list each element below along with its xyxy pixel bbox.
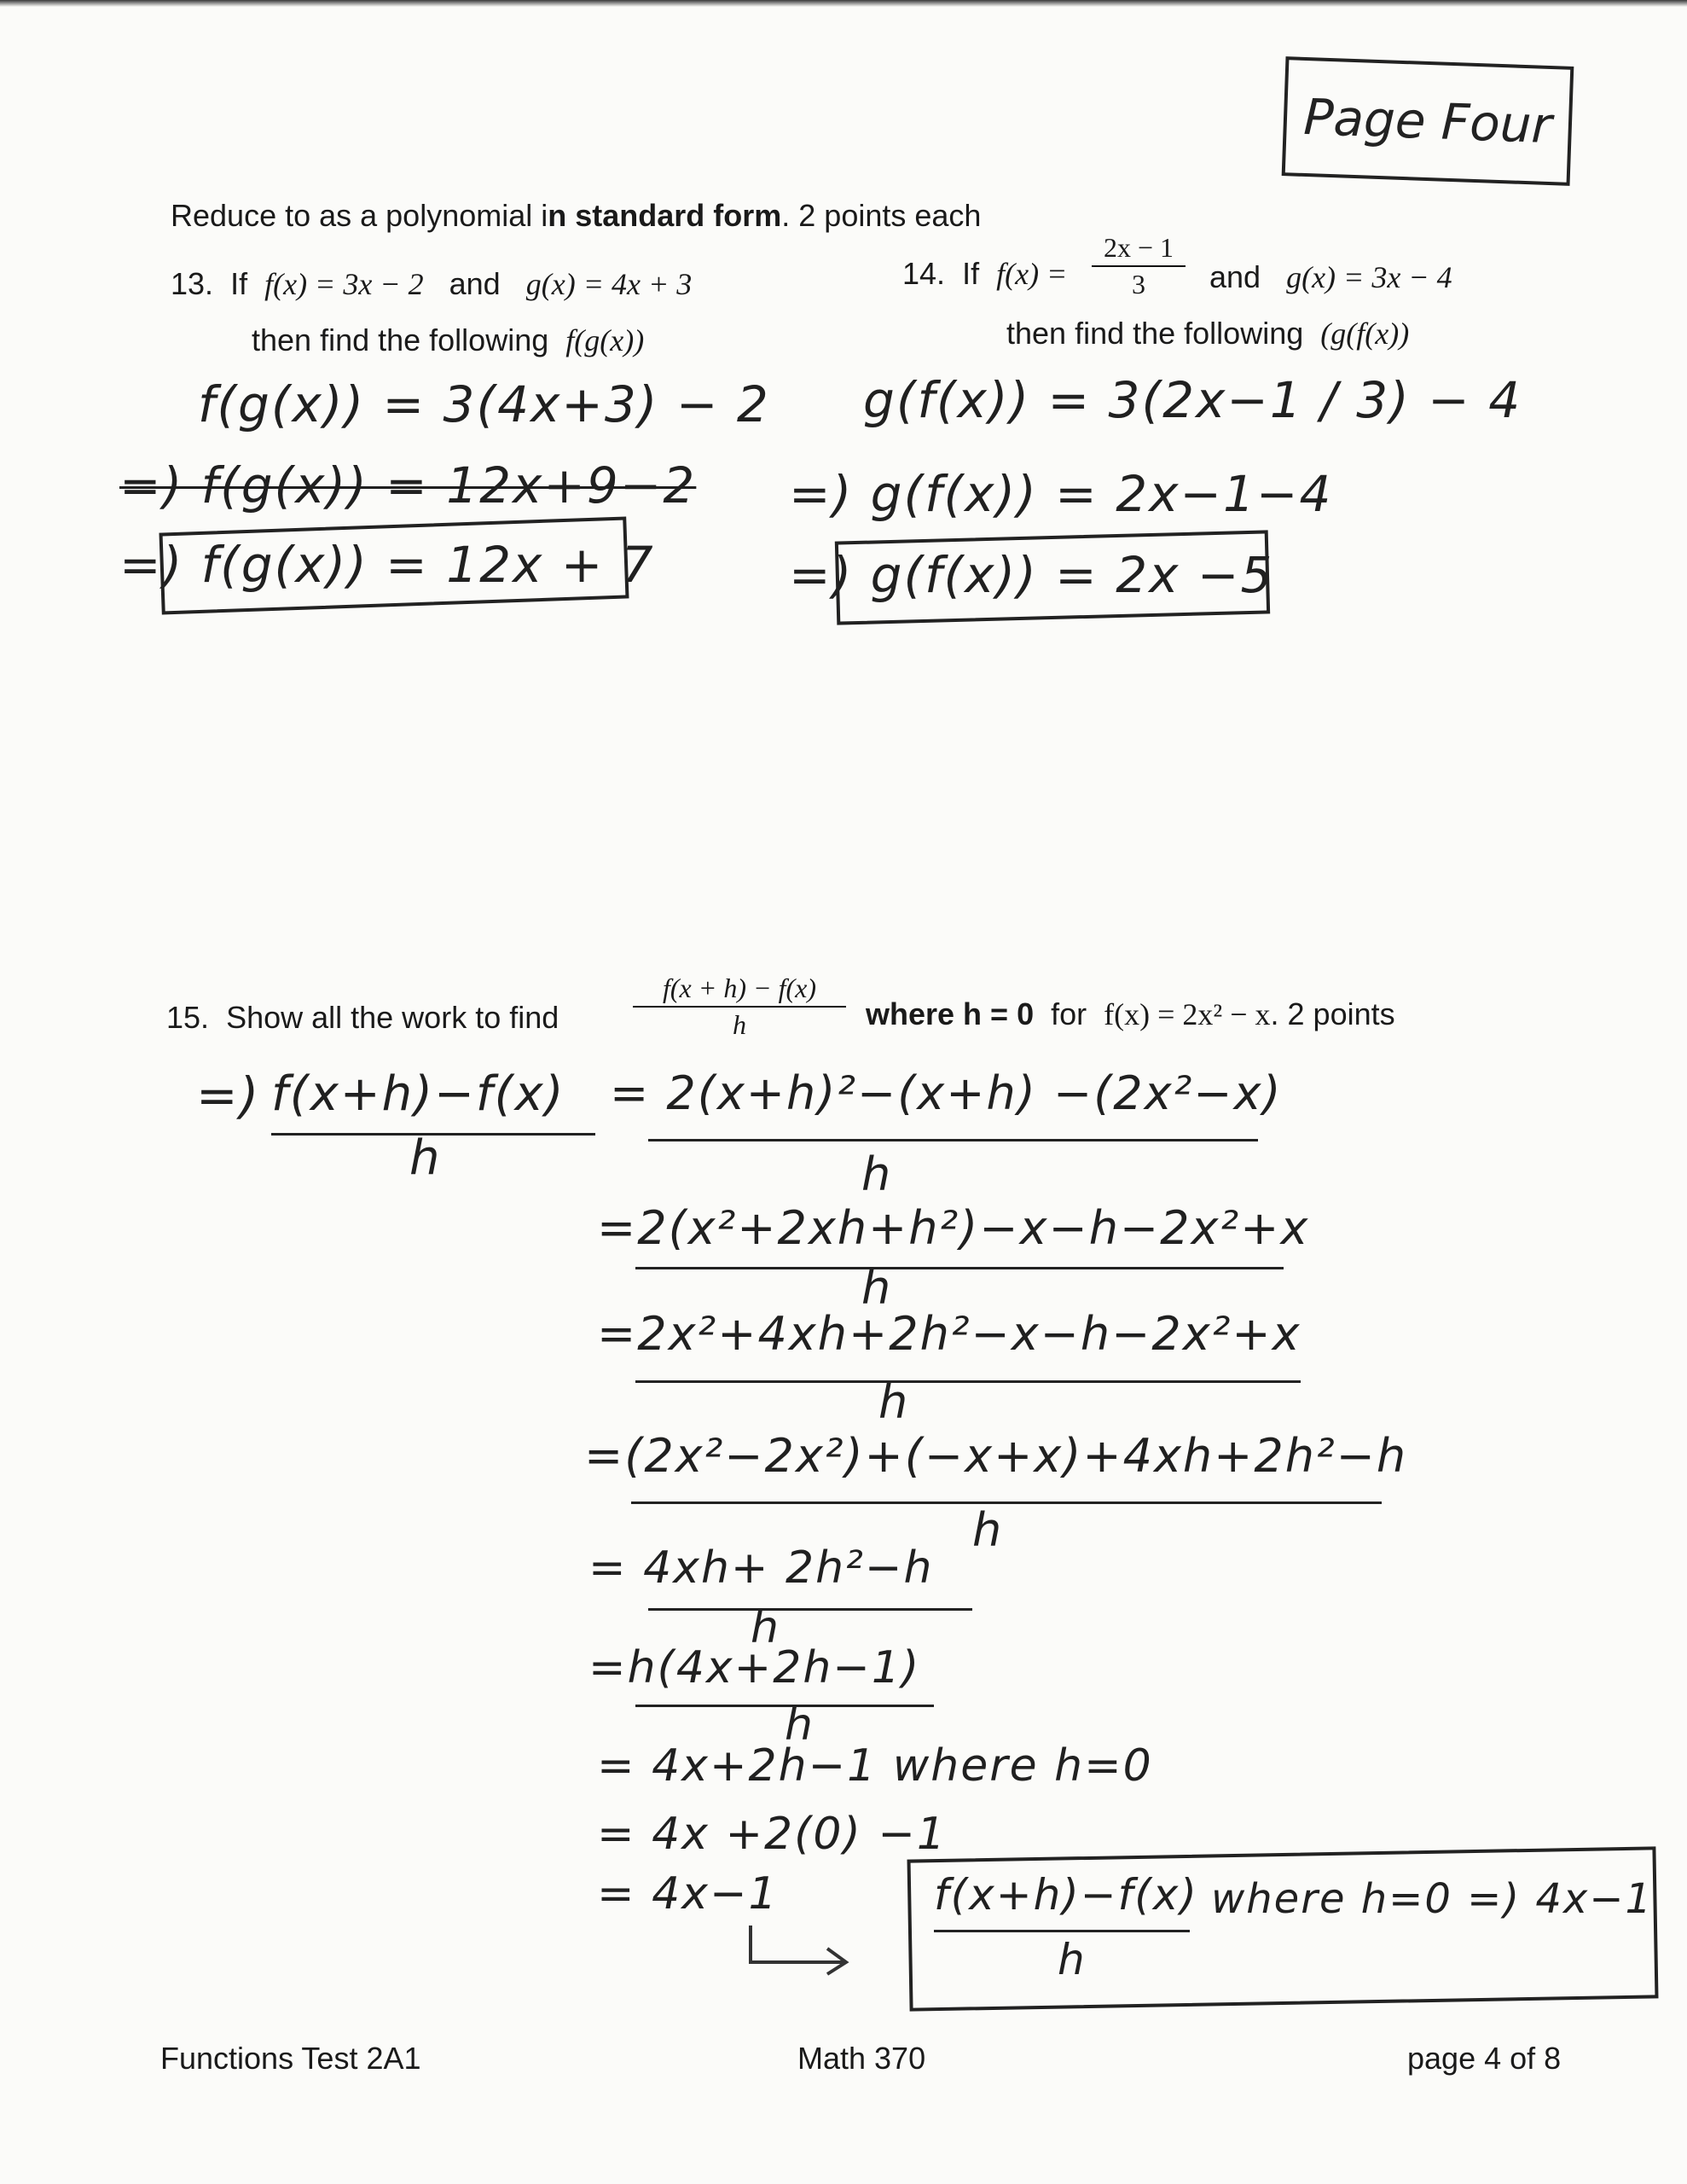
q14-f-fraction <box>1092 232 1186 300</box>
footer-page-number: page 4 of 8 <box>1407 2041 1562 2076</box>
q15-dq-denominator: h <box>733 1009 746 1040</box>
page-stamp <box>1282 56 1574 186</box>
q14-g-def: g(x) = 3x − 4 <box>1286 260 1452 294</box>
q15-number: 15. <box>166 1000 210 1035</box>
q13-find-expr: f(g(x)) <box>565 323 645 357</box>
q13-answer-box <box>159 516 629 614</box>
q15-for: for <box>1051 996 1087 1031</box>
q15-step-4-denominator: h <box>972 1503 1004 1557</box>
q15-step-4-fraction-bar <box>631 1502 1382 1504</box>
q14-f-lhs: f(x) = <box>996 257 1068 291</box>
q15-step-3-fraction-bar <box>635 1380 1301 1383</box>
q15-final-fraction-bar <box>934 1930 1190 1932</box>
q15-step-5-numerator: = 4xh+ 2h²−h <box>588 1542 934 1594</box>
q15-step-6-denominator: h <box>785 1699 815 1751</box>
q13-f-def: f(x) = 3x − 2 <box>264 267 424 301</box>
q15-step-6-numerator: =h(4x+2h−1) <box>588 1642 921 1693</box>
instructions-tail: . 2 points each <box>781 198 982 233</box>
q13-number: 13. <box>171 266 214 301</box>
q15-step-2-denominator: h <box>861 1261 893 1315</box>
q15-f-def: f(x) = 2x² − x <box>1104 997 1271 1031</box>
q15-points: . 2 points <box>1270 996 1395 1031</box>
scan-edge <box>0 0 1687 7</box>
q15-prompt-text: Show all the work to find <box>226 1000 559 1035</box>
q14-work-line-2: =) g(f(x)) = 2x−1−4 <box>789 465 1333 523</box>
q15-step-3-numerator: =2x²+4xh+2h²−x−h−2x²+x <box>597 1307 1301 1361</box>
arrow-icon <box>742 1921 861 1981</box>
q15-final-numerator: f(x+h)−f(x) <box>934 1870 1198 1920</box>
q15-final-tail: where h=0 =) 4x−1 <box>1211 1875 1654 1923</box>
q13-then: then find the following <box>252 322 549 357</box>
q13-statement <box>171 266 692 302</box>
q13-work-line-1: f(g(x)) = 3(4x+3) − 2 <box>198 375 770 433</box>
q13-work-line-2: =) f(g(x)) = 12x+9−2 <box>119 456 697 514</box>
q13-find <box>252 322 644 358</box>
q14-find <box>1006 316 1409 351</box>
q15-step-2-numerator: =2(x²+2xh+h²)−x−h−2x²+x <box>597 1201 1310 1255</box>
q15-step-1-fraction-bar <box>648 1139 1258 1141</box>
q15-step-3-denominator: h <box>878 1375 910 1429</box>
q14-work-line-3: =) g(f(x)) = 2x −5 <box>789 546 1274 604</box>
q15-step-9: = 4x−1 <box>597 1868 779 1920</box>
q15-step-4-numerator: =(2x²−2x²)+(−x+x)+4xh+2h²−h <box>584 1429 1408 1483</box>
q14-and: and <box>1209 259 1261 294</box>
q14-find-expr: (g(f(x)) <box>1320 317 1410 351</box>
q15-step-8: = 4x +2(0) −1 <box>597 1809 947 1860</box>
footer-course: Math 370 <box>797 2041 926 2076</box>
q13-and: and <box>449 266 501 301</box>
q14-g-statement <box>1209 259 1452 295</box>
footer-test-name: Functions Test 2A1 <box>160 2041 421 2076</box>
q15-lhs-prefix: =) <box>196 1066 261 1124</box>
q15-difference-quotient <box>633 973 846 1041</box>
q15-conditions <box>866 996 1395 1032</box>
instructions-lead: Reduce to as a polynomial i <box>171 198 548 233</box>
q15-step-5-denominator: h <box>751 1602 780 1653</box>
instructions-bold: n standard form <box>548 198 782 233</box>
q13-g-def: g(x) = 4x + 3 <box>525 267 693 301</box>
q15-prompt <box>166 1000 559 1036</box>
q15-lhs-numerator: f(x+h)−f(x) <box>271 1066 565 1122</box>
q15-lhs-denominator: h <box>409 1130 442 1186</box>
q14-number: 14. <box>902 256 946 291</box>
q14-if: If <box>962 256 980 291</box>
q14-work-line-1: g(f(x)) = 3(2x−1 / 3) − 4 <box>863 371 1522 429</box>
q14-f-numerator: 2x − 1 <box>1092 232 1186 267</box>
q14-f-denominator: 3 <box>1132 269 1145 299</box>
q15-step-1-denominator: h <box>861 1147 893 1201</box>
q13-if: If <box>230 266 248 301</box>
q15-step-2-fraction-bar <box>635 1267 1284 1269</box>
q14-statement <box>902 256 1067 292</box>
q15-step-5-fraction-bar <box>648 1608 972 1611</box>
page-stamp-text: Page Four <box>1302 87 1553 155</box>
q15-step-1-numerator: = 2(x+h)²−(x+h) −(2x²−x) <box>610 1066 1283 1120</box>
q15-where: where h = 0 <box>866 996 1035 1031</box>
q15-final-denominator: h <box>1058 1935 1087 1984</box>
instructions <box>171 198 981 234</box>
q13-work-line-3: =) f(g(x)) = 12x + 7 <box>119 536 655 594</box>
q14-answer-box <box>835 530 1270 624</box>
q15-dq-numerator: f(x + h) − f(x) <box>633 973 846 1008</box>
q14-then: then find the following <box>1006 316 1304 351</box>
q15-step-7: = 4x+2h−1 where h=0 <box>597 1740 1153 1792</box>
